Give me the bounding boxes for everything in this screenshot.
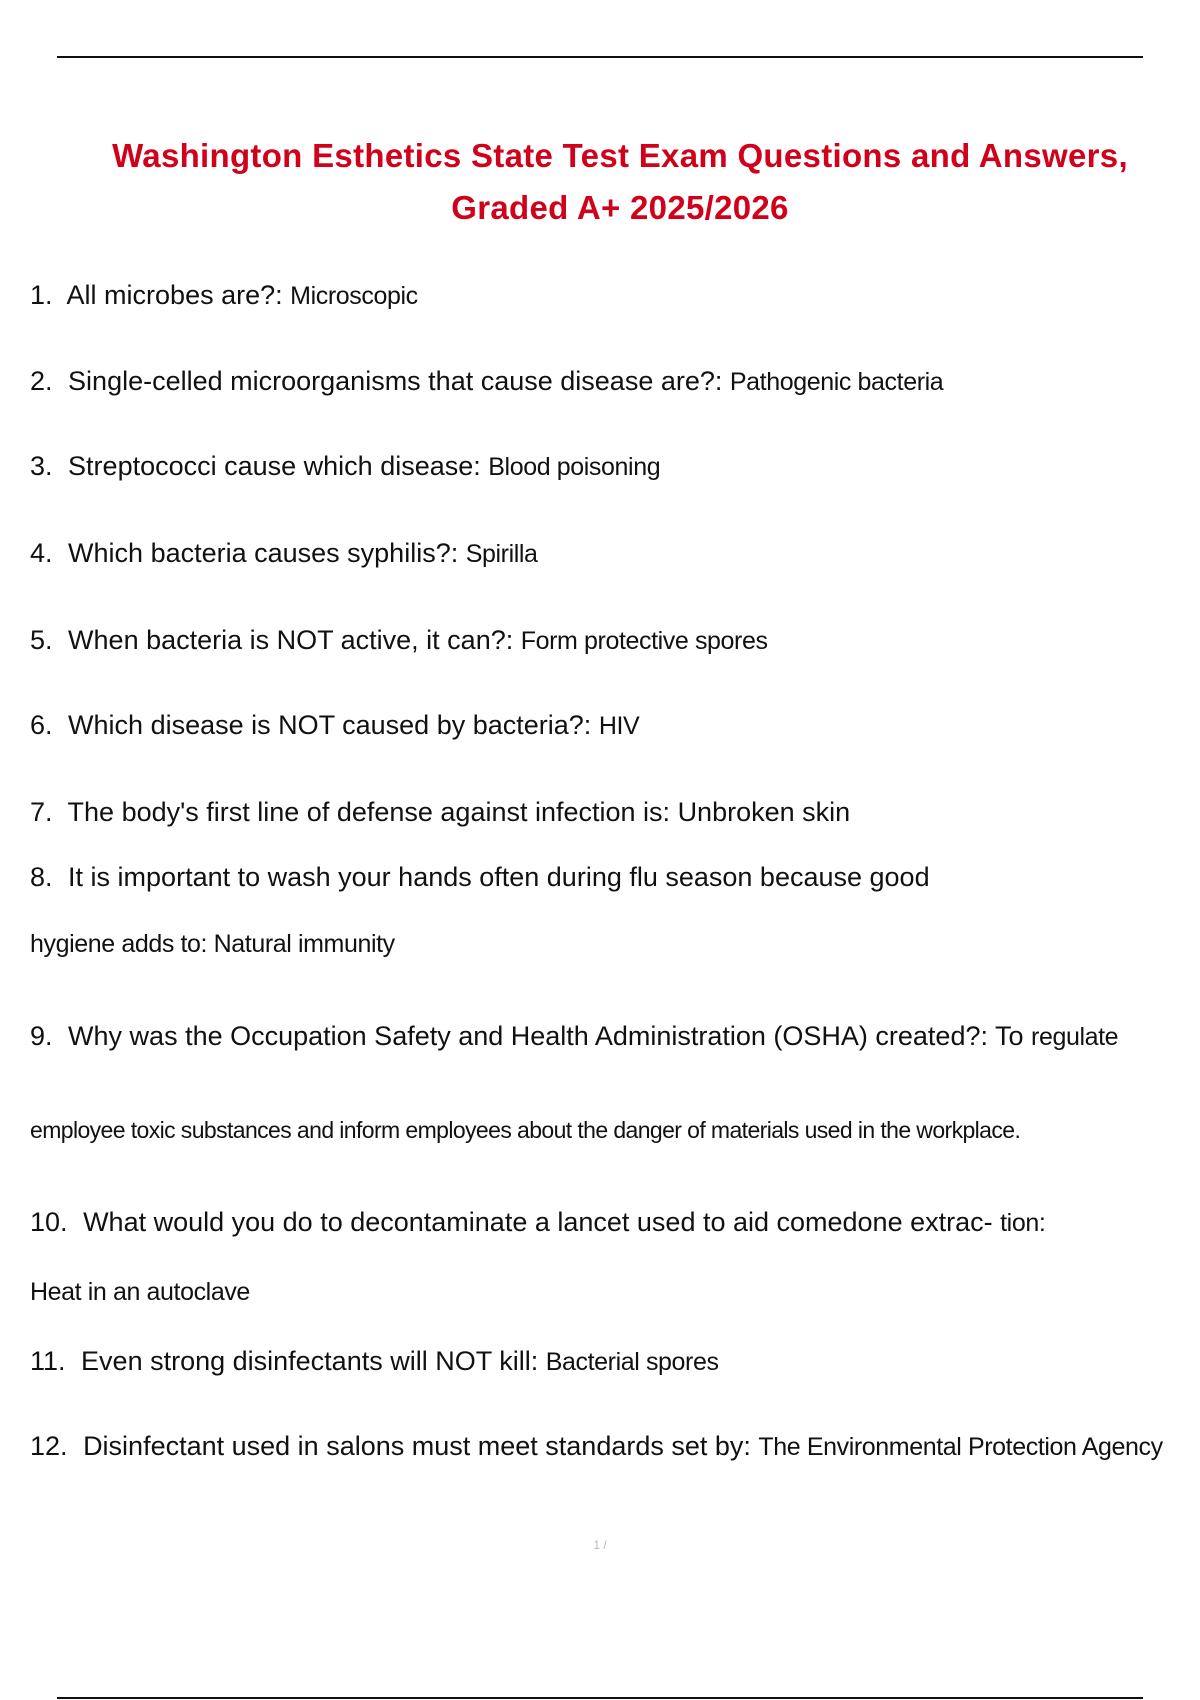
question-text: Even strong disinfectants will NOT kill: — [81, 1346, 539, 1376]
question-text: Which bacteria causes syphilis?: — [68, 538, 459, 568]
header-rule — [57, 56, 1143, 58]
answer-text: Unbroken skin — [677, 797, 851, 827]
question-text: Disinfectant used in salons must meet standards set by: — [83, 1431, 751, 1461]
page-number: 1 / — [593, 1538, 607, 1552]
question-item — [30, 1344, 1190, 1379]
question-item — [30, 278, 1190, 313]
question-text: Why was the Occupation Safety and Health Administration (OSHA) created?: To — [68, 1021, 1024, 1051]
answer-text: Pathogenic bacteria — [729, 368, 944, 396]
question-number: 9. — [30, 1021, 53, 1051]
question-item — [30, 1205, 1190, 1240]
question-number: 1. — [30, 280, 53, 310]
question-text: What would you do to decontaminate a lancet used to aid comedone extrac- — [83, 1207, 993, 1237]
title-line-2: Graded A+ 2025/2026 — [451, 189, 789, 226]
title-line-1: Washington Esthetics State Test Exam Questions and Answers, — [112, 137, 1128, 174]
question-number: 3. — [30, 451, 53, 481]
question-number: 10. — [30, 1207, 68, 1237]
question-text: All microbes are?: — [66, 280, 283, 310]
question-text: Single-celled microorganisms that cause disease are?: — [68, 366, 723, 396]
question-number: 7. — [30, 797, 53, 827]
question-item — [30, 623, 1190, 658]
answer-text: The Environmental Protection Agency — [758, 1433, 1163, 1461]
question-text: The body's first line of defense against infection is: — [67, 797, 671, 827]
answer-text: hygiene adds to: Natural immunity — [30, 930, 395, 958]
question-number: 8. — [30, 862, 53, 892]
question-item — [30, 708, 1190, 743]
answer-text: regulate — [1031, 1023, 1119, 1051]
answer-text: HIV — [598, 712, 640, 740]
question-text: Streptococci cause which disease: — [68, 451, 481, 481]
question-number: 11. — [30, 1346, 66, 1376]
document-title — [40, 130, 1200, 234]
answer-text: Microscopic — [290, 282, 418, 310]
answer-text: tion: — [1000, 1209, 1046, 1237]
question-text: When bacteria is NOT active, it can?: — [68, 625, 514, 655]
question-item — [30, 449, 1190, 484]
question-item — [30, 795, 1190, 829]
question-text: Which disease is NOT caused by bacteria?: — [68, 710, 592, 740]
question-number: 2. — [30, 366, 53, 396]
question-number: 4. — [30, 538, 53, 568]
question-item — [30, 364, 1190, 399]
answer-text: Bacterial spores — [545, 1348, 719, 1376]
question-item — [30, 1429, 1190, 1464]
question-number: 12. — [30, 1431, 68, 1461]
answer-text: Form protective spores — [520, 627, 768, 655]
question-item — [30, 860, 1190, 894]
question-item — [30, 1019, 1190, 1054]
question-text: It is important to wash your hands often during flu season because good — [68, 862, 930, 892]
answer-text: Spirilla — [465, 540, 538, 568]
question-number: 5. — [30, 625, 53, 655]
question-item — [30, 536, 1190, 571]
answer-text: Blood poisoning — [488, 453, 661, 481]
question-number: 6. — [30, 710, 53, 740]
footer-rule — [57, 1697, 1143, 1699]
answer-continuation: Heat in an autoclave — [30, 1278, 250, 1306]
answer-continuation: employee toxic substances and inform employees about the danger of materials used in the workplace. — [30, 1117, 1021, 1143]
